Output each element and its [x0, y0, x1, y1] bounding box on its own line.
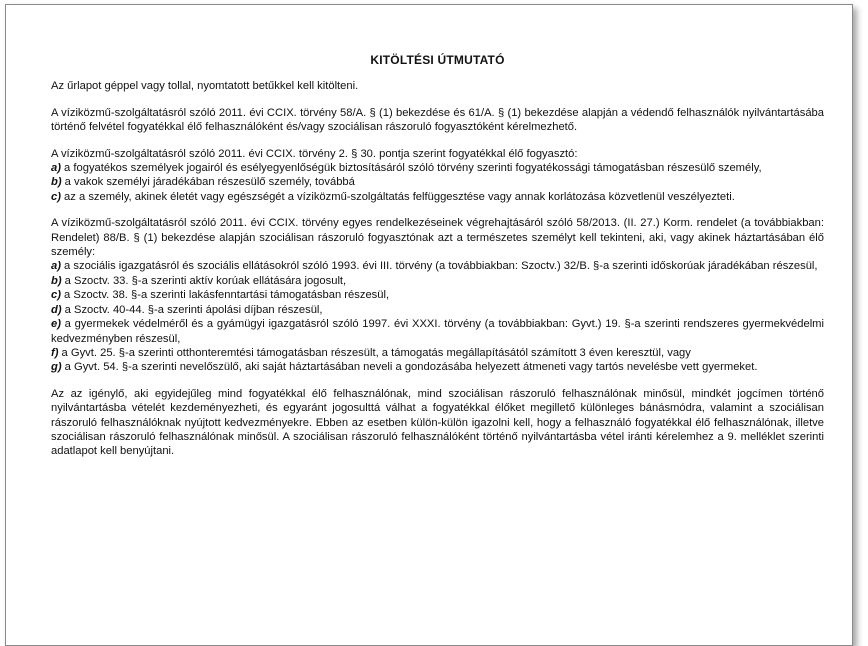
list-text: a fogyatékos személyek jogairól és esélyegyenlőségük biztosításáról szóló törvény szerinti fogyatékossági támogatásban részesülő személy,: [60, 162, 762, 175]
paragraph-social-need-lead: A víziközmű-szolgáltatásról szóló 2011. évi CCIX. törvény egyes rendelkezéseinek végrehajtásáról szóló 58/2013. (II. 27.) Korm. rendelet (a továbbiakban: Rendelet) 88/B. § (1) bekezdése alapján szociálisan rászoruló fogyasztónak azt a természetes személyt kell tekinteni, aki, vagy akinek háztartásában élő személy:: [51, 217, 824, 259]
list-item: [51, 274, 824, 288]
paragraph-dual-eligibility: Az az igénylő, aki egyidejűleg mind fogyatékkal élő felhasználónak, mind szociálisan rászoruló felhasználónak minősül, mindkét jogcímen történő nyilvántartásba vételét kezdeményezheti, és egyaránt jogosulttá válhat a fogyatékkal élőket megillető különleges bánásmódra, valamint a szociálisan rászoruló felhasználóknak nyújtott kedvezményekre. Ebben az esetben külön-külön igazolni kell, hogy a felhasználó fogyatékkal élő felhasználónak, illetve szociálisan rászoruló felhasználónak minősül. A szociálisan rászoruló felhasználóként történő nyilvántartásba vétel iránti kérelemhez a 9. melléklet szerinti adatlapot kell benyújtani.: [51, 387, 824, 458]
list-letter: f): [51, 346, 59, 359]
list-letter: a): [51, 162, 61, 175]
paragraph-eligibility: A víziközmű-szolgáltatásról szóló 2011. évi CCIX. törvény 58/A. § (1) bekezdése és 61/A. § (1) bekezdése alapján a védendő felhasználók nyilvántartásába történő felvétel fogyatékkal élő felhasználóként és/vagy szociálisan rászoruló fogyasztóként kérelmezhető.: [51, 106, 824, 134]
list-letter: g): [51, 361, 62, 374]
list-letter: c): [51, 190, 61, 203]
list-text: a Szoctv. 40-44. §-a szerinti ápolási díjban részesül,: [61, 303, 323, 316]
list-text: a Szoctv. 33. §-a szerinti aktív korúak ellátására jogosult,: [61, 274, 347, 287]
list-letter: e): [51, 318, 61, 331]
list-item: [51, 288, 824, 302]
list-text: a gyermekek védelméről és a gyámügyi igazgatásról szóló 1997. évi XXXI. törvény (a továbbiakban: Gyvt.) 19. §-a szerinti rendszeres gyermekvédelmi kedvezményben részesül,: [51, 318, 824, 345]
document-content: [51, 53, 824, 459]
list-text: az a személy, akinek életét vagy egészségét a víziközmű-szolgáltatás felfüggesztése vagy annak korlátozása közvetlenül veszélyezteti.: [60, 190, 735, 203]
intro-paragraph: Az űrlapot géppel vagy tollal, nyomtatott betűkkel kell kitölteni.: [51, 80, 359, 93]
list-item: [51, 190, 824, 204]
document-page: [5, 4, 853, 646]
list-item: [51, 259, 824, 273]
list-letter: d): [51, 303, 62, 316]
list-text: a szociális igazgatásról és szociális ellátásokról szóló 1993. évi III. törvény (a továbbiakban: Szoctv.) 32/B. §-a szerinti időskorúak járadékában részesül,: [60, 260, 818, 273]
list-item: [51, 317, 824, 346]
list-item: [51, 346, 824, 360]
list-text: a Gyvt. 54. §-a szerinti nevelőszülő, aki saját háztartásában neveli a gondozásába helyezett átmeneti vagy tartós nevelésbe vett gyermeket.: [61, 361, 758, 374]
paragraph-disabled-definition-lead: A víziközmű-szolgáltatásról szóló 2011. évi CCIX. törvény 2. § 30. pontja szerint fogyatékkal élő fogyasztó:: [51, 147, 578, 160]
list-letter: b): [51, 274, 62, 287]
list-letter: a): [51, 260, 61, 273]
list-letter: c): [51, 289, 61, 302]
list-text: a vakok személyi járadékában részesülő személy, továbbá: [61, 176, 355, 189]
list-item: [51, 303, 824, 317]
document-title: KITÖLTÉSI ÚTMUTATÓ: [370, 53, 505, 67]
list-text: a Szoctv. 38. §-a szerinti lakásfenntartási támogatásban részesül,: [60, 289, 390, 302]
list-letter: b): [51, 176, 62, 189]
list-item: [51, 175, 824, 189]
list-item: [51, 360, 824, 374]
list-text: a Gyvt. 25. §-a szerinti otthonteremtési támogatásban részesült, a támogatás megállapításától számított 3 éven keresztül, vagy: [58, 346, 691, 359]
list-item: [51, 161, 824, 175]
